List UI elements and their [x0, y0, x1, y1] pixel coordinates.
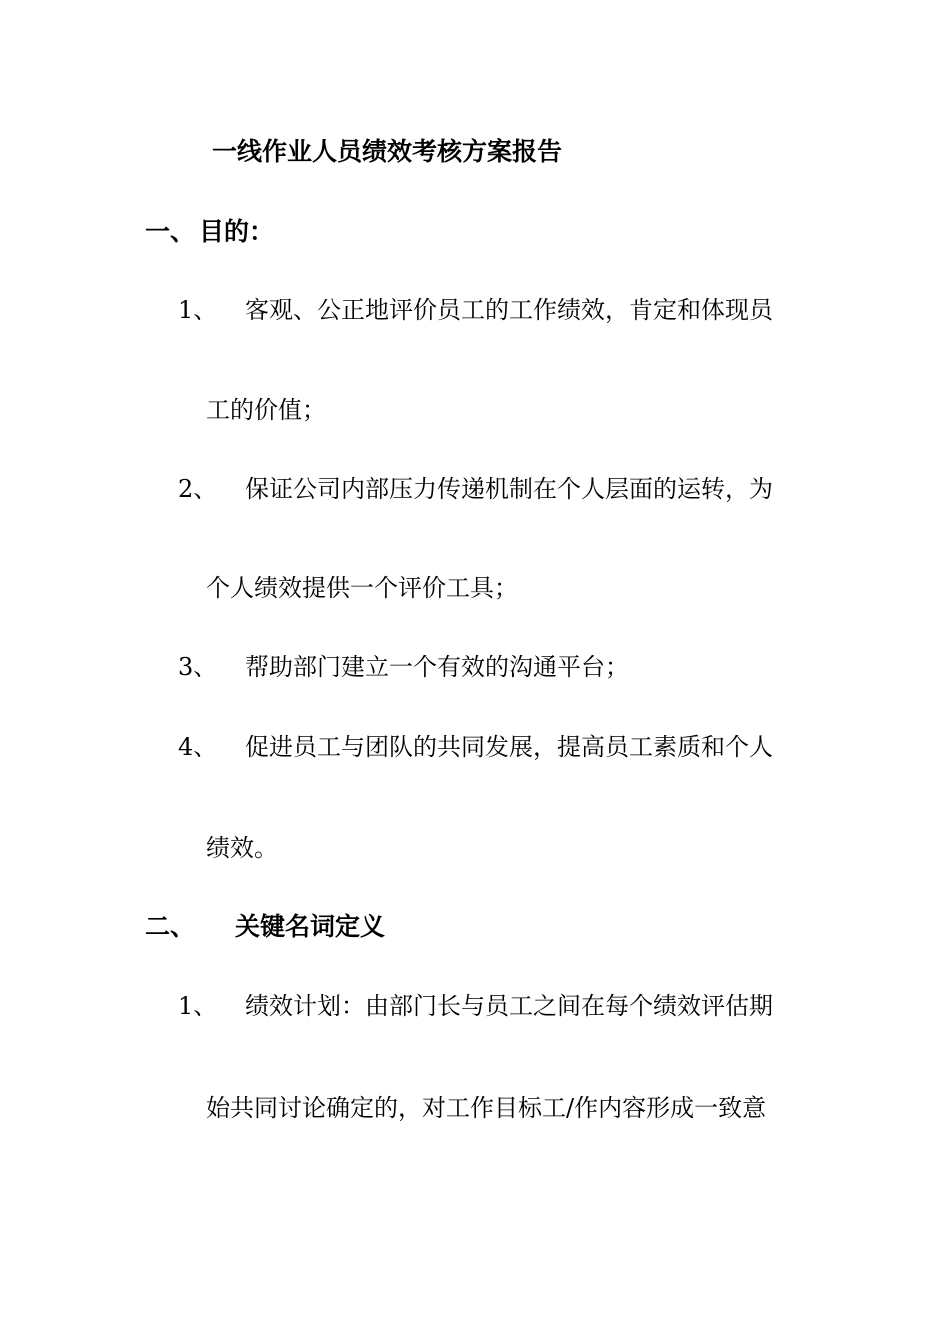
list-item-text: 保证公司内部压力传递机制在个人层面的运转，为	[245, 475, 773, 503]
list-item-text: 客观、公正地评价员工的工作绩效，肯定和体现员	[245, 296, 773, 324]
list-item-continuation: 始共同讨论确定的，对工作目标工/作内容形成一致意	[206, 1094, 767, 1122]
section-title: 目的：	[199, 217, 275, 246]
section-heading	[145, 911, 385, 943]
list-item-text: 绩效计划：由部门长与员工之间在每个绩效评估期	[245, 992, 773, 1020]
list-item-number: 1、	[178, 992, 218, 1020]
list-item-number: 3、	[178, 653, 218, 681]
list-item-number: 2、	[178, 475, 218, 503]
list-item-text: 帮助部门建立一个有效的沟通平台；	[245, 653, 629, 681]
section-number: 二、	[145, 912, 196, 941]
list-item-continuation: 工的价值；	[206, 396, 326, 424]
document-title: 一线作业人员绩效考核方案报告	[212, 137, 563, 166]
list-item-continuation: 绩效。	[206, 834, 278, 862]
list-item-continuation: 个人绩效提供一个评价工具；	[206, 574, 518, 602]
section-title: 关键名词定义	[235, 912, 386, 941]
section-heading	[145, 216, 274, 248]
list-item-text: 促进员工与团队的共同发展，提高员工素质和个人	[245, 733, 773, 761]
section-number: 一、	[145, 217, 196, 246]
list-item-number: 1、	[178, 296, 218, 324]
list-item-number: 4、	[178, 733, 218, 761]
